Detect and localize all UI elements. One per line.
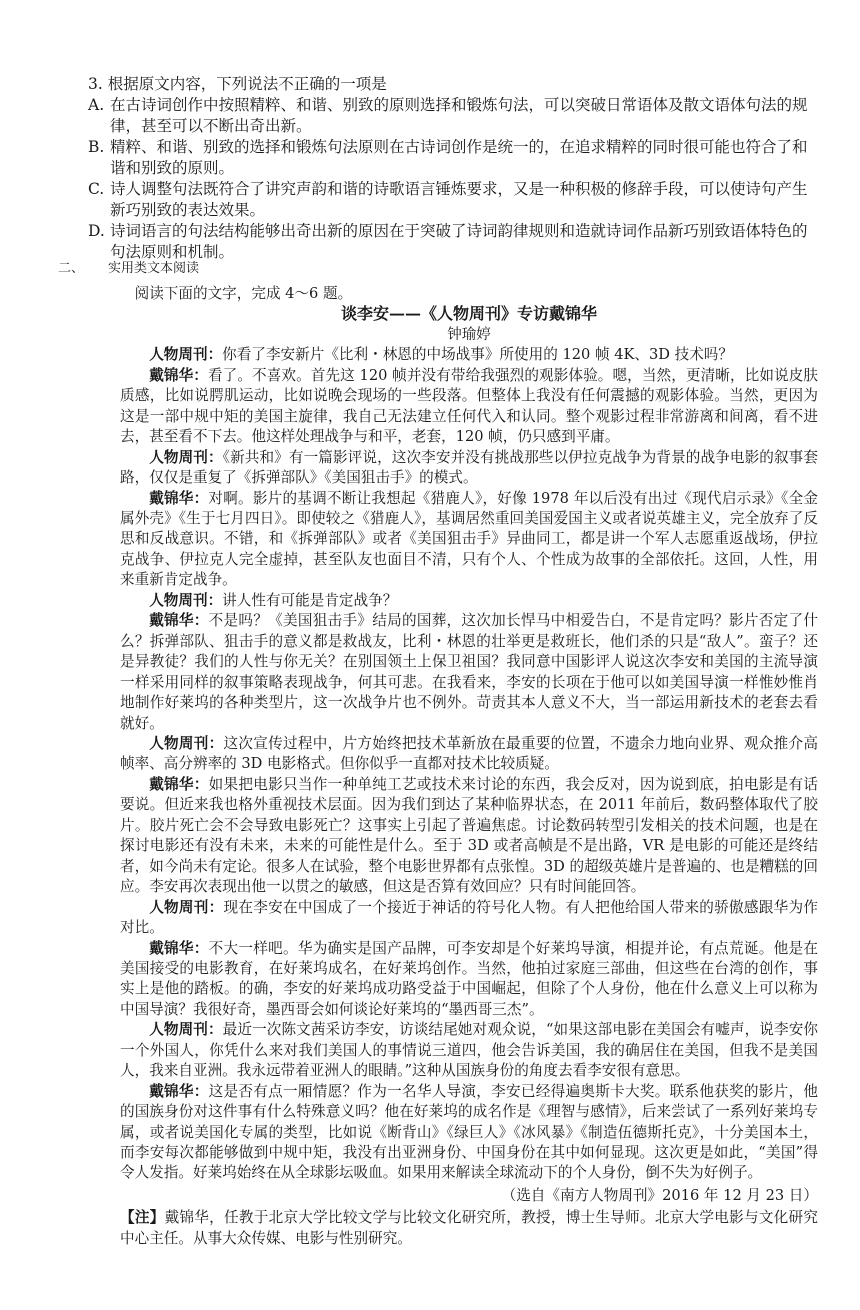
option-a bbox=[88, 95, 808, 137]
option-letter: A. bbox=[88, 96, 105, 114]
paragraph-text: 不是吗？《美国狙击手》结局的国葬，这次加长悍马中相爱告白，不是肯定吗？影片否定了什么？拆弹部队、狙击手的意义都是救战友，比利・林恩的壮举更是救班长，他们杀的只是“敌人”。蛮子？还是异教徒？我们的人性与你无关？在别国领土上保卫祖国？我同意中国影评人说这次李安和美国的主流导演一样采用同样的叙事策略表现战争，何其可悲。在我看来，李安的长项在于他可以如美国导演一样惟妙惟肖地制作好莱坞的各种类型片，这一次战争片也不例外。苛责其本人意义不大，当一部运用新技术的老套去看就好。 bbox=[120, 612, 818, 732]
paragraph-text: 对啊。影片的基调不断让我想起《猎鹿人》，好像 1978 年以后没有出过《现代启示录》《全金属外壳》《生于七月四日》。即使较之《猎鹿人》，基调居然重回美国爱国主义或者说英雄主义，完全放弃了反思和反战意识。不错，和《拆弹部队》或者《美国狙击手》异曲同工，都是讲一个军人志愿重返战场，伊拉克战争、伊拉克人完全虚掉，甚至队友也面目不清，只有个人、个性成为故事的全部依托。这回，人性，用来重新肯定战争。 bbox=[120, 489, 818, 589]
interview-paragraph bbox=[120, 366, 818, 448]
interview-paragraph bbox=[120, 345, 818, 365]
speaker-label: 戴锦华： bbox=[149, 939, 209, 957]
speaker-label: 戴锦华： bbox=[149, 612, 209, 630]
speaker-label: 戴锦华： bbox=[149, 366, 208, 384]
interview-paragraph bbox=[120, 489, 818, 591]
interview-paragraph bbox=[120, 939, 818, 1021]
question-stem: 3. 根据原文内容，下列说法不正确的一项是 bbox=[88, 75, 387, 93]
question-3 bbox=[88, 74, 808, 263]
option-b bbox=[88, 137, 808, 179]
paragraph-text: 这是否有点一厢情愿？作为一名华人导演，李安已经得遍奥斯卡大奖。联系他获奖的影片，他的国族身份对这件事有什么特殊意义吗？他在好莱坞的成名作是《理智与感情》，后来尝试了一系列好莱坞专属，或者说美国化专属的类型，比如说《断背山》《绿巨人》《冰风暴》《制造伍德斯托克》，十分美国本土，而李安每次都能够做到中规中矩，我没有出亚洲身份、中国身份在其中如何显现。这次更是如此，“美国”得令人发指。好莱坞始终在从全球影坛吸血。如果用来解读全球流动下的个人身份，倒不失为好例子。 bbox=[120, 1082, 818, 1182]
speaker-label: 人物周刊： bbox=[149, 1021, 223, 1039]
paragraph-text: 现在李安在中国成了一个接近于神话的符号化人物。有人把他给国人带来的骄傲感跟华为作对比。 bbox=[120, 898, 818, 937]
option-text: 精粹、和谐、别致的选择和锻炼句法原则在古诗词创作是统一的，在追求精粹的同时很可能也符合了和谐和别致的原则。 bbox=[110, 138, 808, 177]
speaker-label: 人物周刊： bbox=[149, 346, 223, 364]
speaker-label: 人物周刊： bbox=[149, 734, 224, 752]
article-source: （选自《南方人物周刊》2016 年 12 月 23 日） bbox=[501, 1186, 818, 1204]
article bbox=[120, 284, 818, 1249]
option-letter: C. bbox=[88, 180, 105, 198]
option-letter: D. bbox=[88, 222, 105, 240]
speaker-label: 人物周刊： bbox=[149, 898, 224, 916]
note-text: 戴锦华，任教于北京大学比较文学与比较文化研究所，教授，博士生导师。北京大学电影与文化研究中心主任。从事大众传媒、电影与性别研究。 bbox=[120, 1209, 818, 1247]
speaker-label: 戴锦华： bbox=[149, 1082, 209, 1100]
note-tag: 【注】 bbox=[120, 1209, 165, 1227]
interview-paragraph bbox=[120, 734, 818, 775]
interview-paragraph bbox=[120, 898, 818, 939]
section-heading bbox=[58, 257, 199, 276]
paragraph-text: 这次宣传过程中，片方始终把技术革新放在最重要的位置，不遗余力地向业界、观众推介高帧率、高分辨率的 3D 电影格式。但你似乎一直都对技术比较质疑。 bbox=[120, 734, 818, 773]
interview-paragraph bbox=[120, 591, 818, 611]
option-letter: B. bbox=[88, 138, 105, 156]
option-text: 在古诗词创作中按照精粹、和谐、别致的原则选择和锻炼句法，可以突破日常语体及散文语体句法的规律，甚至可以不断出奇出新。 bbox=[110, 96, 808, 135]
section-number: 二、 bbox=[58, 261, 85, 276]
interview-paragraph bbox=[120, 775, 818, 898]
article-title: 谈李安——《人物周刊》专访戴锦华 bbox=[340, 304, 597, 324]
speaker-label: 人物周刊： bbox=[149, 591, 223, 609]
speaker-label: 戴锦华： bbox=[149, 775, 209, 793]
speaker-label: 人物周刊： bbox=[149, 448, 223, 466]
interview-paragraph bbox=[120, 1020, 818, 1081]
paragraph-text: 讲人性有可能是肯定战争？ bbox=[222, 591, 398, 609]
paragraph-text: 如果把电影只当作一种单纯工艺或技术来讨论的东西，我会反对，因为说到底，拍电影是有话要说。但近来我也格外重视技术层面。因为我们到达了某种临界状态，在 2011 年前后，数码整体取代了胶片。胶片死亡会不会导致电影死亡？这事实上引起了普遍焦虑。讨论数码转型引发相关的技术问题，也是在探讨电影还有没有未来，未来的可能性是什么。至于 3D 或者高帧是不是出路，VR 是电影的可能还是终结者，如今尚未有定论。很多人在试验，整个电影世界都有点张惶。3D 的超级英雄片是普遍的、也是糟糕的回应。李安再次表现出他一以贯之的敏感，但这是否算有效回应？只有时间能回答。 bbox=[120, 775, 818, 896]
reading-instruction: 阅读下面的文字，完成 4～6 题。 bbox=[134, 285, 353, 302]
option-text: 诗人调整句法既符合了讲究声韵和谐的诗歌语言锤炼要求，又是一种积极的修辞手段，可以使诗句产生新巧别致的表达效果。 bbox=[110, 180, 808, 219]
option-text: 诗词语言的句法结构能够出奇出新的原因在于突破了诗词韵律规则和造就诗词作品新巧别致语体特色的句法原则和机制。 bbox=[110, 222, 808, 261]
option-c bbox=[88, 179, 808, 221]
paragraph-text: 《新共和》有一篇影评说，这次李安并没有挑战那些以伊拉克战争为背景的战争电影的叙事套路，仅仅是重复了《拆弹部队》《美国狙击手》的模式。 bbox=[120, 448, 818, 487]
paragraph-text: 最近一次陈文茜采访李安，访谈结尾她对观众说，“如果这部电影在美国会有嘘声，说李安你一个外国人，你凭什么来对我们美国人的事情说三道四，他会告诉美国，我的确居住在美国，但我不是美国人，我来自亚洲。我永远带着亚洲人的眼睛。”这种从国族身份的角度去看李安很有意思。 bbox=[120, 1021, 818, 1080]
interview-paragraph bbox=[120, 448, 818, 489]
author-note bbox=[120, 1208, 818, 1249]
paragraph-text: 看了。不喜欢。首先这 120 帧并没有带给我强烈的观影体验。嗯，当然，更清晰，比如说皮肤质感，比如说腭肌运动，比如说晚会现场的一些段落。但整体上我没有任何震撼的观影体验。当然，更因为这是一部中规中矩的美国主旋律，我自己无法建立任何代入和认同。整个观影过程非常游离和间离，看不进去，甚至看不下去。他这样处理战争与和平，老套，120 帧，仍只感到平庸。 bbox=[120, 366, 818, 446]
paragraph-text: 不大一样吧。华为确实是国产品牌，可李安却是个好莱坞导演，相提并论，有点荒诞。他是在美国接受的电影教育，在好莱坞成名，在好莱坞创作。当然，他拍过家庭三部曲，但这些在台湾的创作，事实上是他的踏板。的确，李安的好莱坞成功路受益于中国崛起，但除了个人身份，他在什么意义上可以称为中国导演？我很好奇，墨西哥会如何谈论好莱坞的“墨西哥三杰”。 bbox=[120, 939, 818, 1018]
article-author: 钟瑜婷 bbox=[447, 326, 491, 343]
interview-paragraph bbox=[120, 611, 818, 734]
interview-paragraph bbox=[120, 1082, 818, 1184]
speaker-label: 戴锦华： bbox=[149, 489, 209, 507]
paragraph-text: 你看了李安新片《比利・林恩的中场战事》所使用的 120 帧 4K、3D 技术吗？ bbox=[222, 346, 733, 364]
section-title: 实用类文本阅读 bbox=[108, 261, 200, 276]
